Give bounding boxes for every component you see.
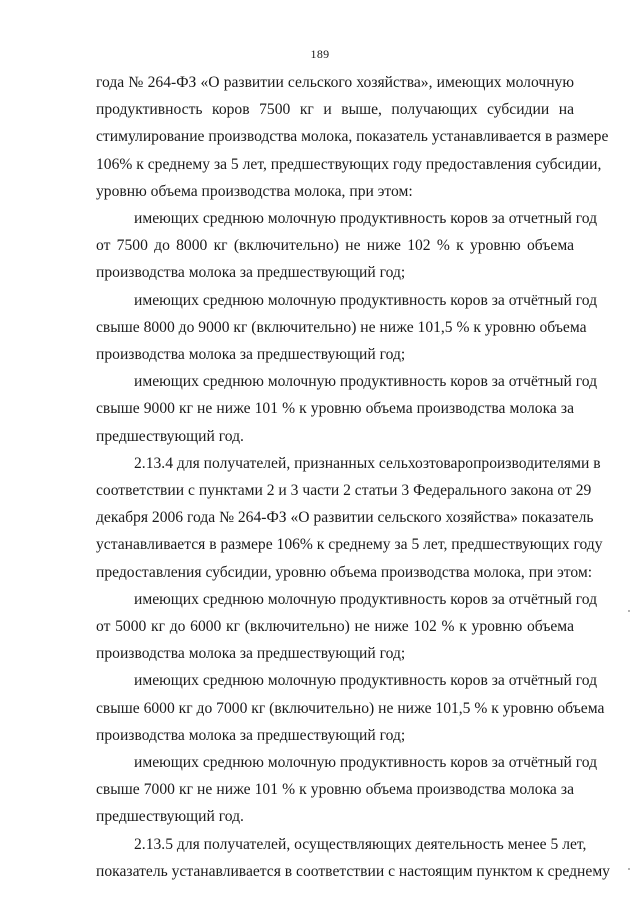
text-line: свыше 7000 кг не ниже 101 % к уровню объема производства молока за — [96, 781, 574, 799]
text-line: показатель устанавливается в соответствии с настоящим пунктом к среднему — [96, 862, 610, 880]
text-line: имеющих среднюю молочную продуктивность коров за отчётный год — [134, 373, 598, 391]
text-line: от 7500 до 8000 кг (включительно) не ниже 102 % к уровню объема — [96, 237, 574, 255]
text-line: стимулирование производства молока, показатель устанавливается в размере — [96, 128, 609, 146]
text-line: уровню объема производства молока, при этом: — [96, 182, 413, 200]
text-line: имеющих среднюю молочную продуктивность коров за отчётный год — [134, 754, 598, 772]
text-line: свыше 8000 до 9000 кг (включительно) не ниже 101,5 % к уровню объема — [96, 318, 587, 336]
text-line: производства молока за предшествующий год; — [96, 264, 406, 282]
text-line: имеющих среднюю молочную продуктивность коров за отчётный год — [134, 672, 598, 690]
document-body — [96, 69, 610, 885]
text-line: декабря 2006 года № 264-ФЗ «О развитии сельского хозяйства» показатель — [96, 509, 594, 527]
text-line: предоставления субсидии, уровню объема производства молока, при этом: — [96, 563, 593, 581]
text-line: предшествующий год. — [96, 427, 244, 445]
text-line: 106% к среднему за 5 лет, предшествующих году предоставления субсидии, — [96, 155, 602, 173]
text-line: имеющих среднюю молочную продуктивность коров за отчётный год — [134, 291, 598, 309]
text-line: 2.13.4 для получателей, признанных сельхозтоваропроизводителями в — [134, 454, 601, 472]
text-line: устанавливается в размере 106% к среднему за 5 лет, предшествующих году — [96, 536, 603, 554]
text-line: имеющих среднюю молочную продуктивность коров за отчетный год — [134, 210, 598, 228]
text-line: производства молока за предшествующий год; — [96, 645, 406, 663]
text-line: свыше 6000 кг до 7000 кг (включительно) не ниже 101,5 % к уровню объема — [96, 699, 605, 717]
paragraph — [96, 450, 603, 586]
scan-edge-mark — [628, 610, 630, 612]
paragraph — [96, 205, 598, 287]
text-line: предшествующий год. — [96, 808, 244, 826]
text-line: свыше 9000 кг не ниже 101 % к уровню объема производства молока за — [96, 400, 574, 418]
paragraph — [96, 831, 610, 885]
paragraph — [96, 69, 609, 205]
text-line: продуктивность коров 7500 кг и выше, получающих субсидии на — [96, 101, 574, 119]
paragraph — [96, 749, 598, 831]
text-line: производства молока за предшествующий год; — [96, 346, 406, 364]
scan-edge-mark — [628, 868, 630, 870]
paragraph — [96, 667, 605, 749]
text-line: от 5000 кг до 6000 кг (включительно) не ниже 102 % к уровню объема — [96, 618, 574, 636]
paragraph — [96, 586, 598, 668]
text-line: имеющих среднюю молочную продуктивность коров за отчётный год — [134, 590, 598, 608]
paragraph — [96, 368, 598, 450]
paragraph — [96, 287, 598, 369]
text-line: производства молока за предшествующий год; — [96, 726, 406, 744]
text-line: соответствии с пунктами 2 и 3 части 2 статьи 3 Федерального закона от 29 — [96, 482, 592, 500]
text-line: 2.13.5 для получателей, осуществляющих деятельность менее 5 лет, — [134, 835, 587, 853]
text-line: года № 264-ФЗ «О развитии сельского хозяйства», имеющих молочную — [96, 74, 574, 91]
page-number: 189 — [310, 47, 330, 61]
